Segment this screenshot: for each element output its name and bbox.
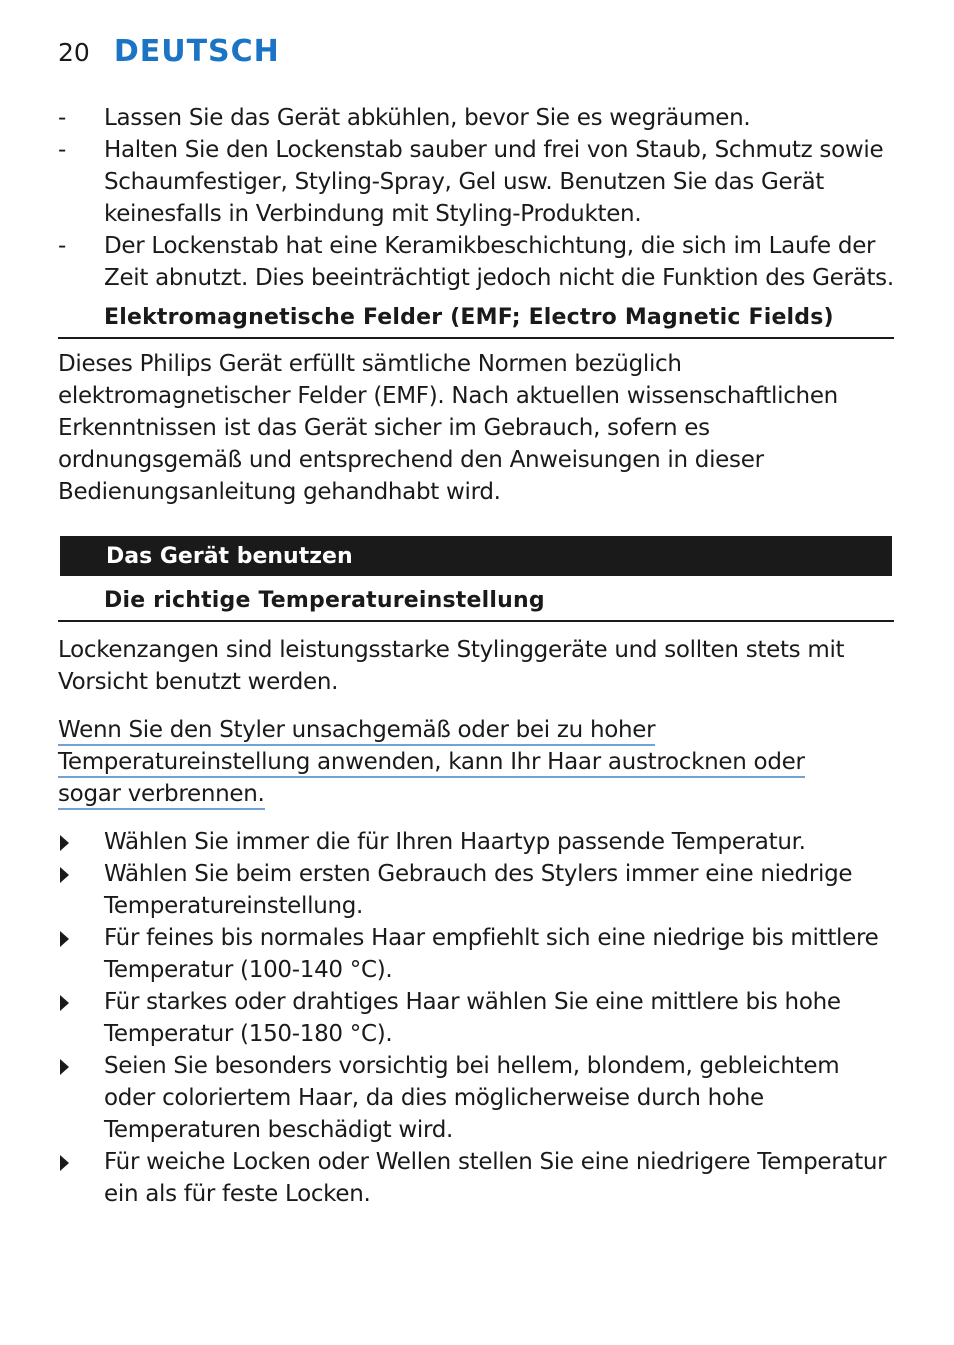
warning-line: sogar verbrennen. xyxy=(58,781,265,810)
dash-marker: - xyxy=(58,233,66,259)
list-item xyxy=(58,134,894,230)
list-item-text: Halten Sie den Lockenstab sauber und frei von Staub, Schmutz sowie Schaumfestiger, Styling-Spray, Gel usw. Benutzen Sie das Gerät keinesfalls in Verbindung mit Styling-Produkten. xyxy=(104,137,884,227)
page-content xyxy=(58,102,894,1210)
list-item xyxy=(58,858,894,922)
bullet-arrow-icon xyxy=(60,995,69,1011)
list-item-text: Für starkes oder drahtiges Haar wählen Sie eine mittlere bis hohe Temperatur (150-180 °C). xyxy=(104,989,841,1047)
dash-marker: - xyxy=(58,137,66,163)
intro-list xyxy=(58,102,894,294)
page-header xyxy=(58,34,280,69)
list-item-text: Für feines bis normales Haar empfiehlt sich eine niedrige bis mittlere Temperatur (100-140 °C). xyxy=(104,925,879,983)
section-title: DEUTSCH xyxy=(113,34,280,69)
usage-heading: Das Gerät benutzen xyxy=(60,536,892,576)
emf-heading: Elektromagnetische Felder (EMF; Electro Magnetic Fields) xyxy=(58,303,894,339)
bullet-arrow-icon xyxy=(60,835,69,851)
list-item-text: Wählen Sie beim ersten Gebrauch des Stylers immer eine niedrige Temperatureinstellung. xyxy=(104,861,853,919)
list-item xyxy=(58,922,894,986)
emf-paragraph: Dieses Philips Gerät erfüllt sämtliche Normen bezüglich elektromagnetischer Felder (EMF). Nach aktuellen wissenschaftlichen Erkenntnissen ist das Gerät sicher im Gebrauch, sofern es ordnungsgemäß und entsprechend den Anweisungen in dieser Bedienungsanleitung gehandhabt wird. xyxy=(58,351,838,505)
warning-paragraph xyxy=(58,714,894,810)
page-number: 20 xyxy=(58,38,90,67)
warning-line: Wenn Sie den Styler unsachgemäß oder bei zu hoher xyxy=(58,717,655,746)
list-item xyxy=(58,102,894,134)
temperature-intro: Lockenzangen sind leistungsstarke Stylinggeräte und sollten stets mit Vorsicht benutzt werden. xyxy=(58,637,845,695)
warning-line: Temperatureinstellung anwenden, kann Ihr Haar austrocknen oder xyxy=(58,749,805,778)
bullet-arrow-icon xyxy=(60,1059,69,1075)
list-item xyxy=(58,1146,894,1210)
list-item xyxy=(58,1050,894,1146)
temperature-heading: Die richtige Temperatureinstellung xyxy=(58,586,894,622)
list-item-text: Wählen Sie immer die für Ihren Haartyp passende Temperatur. xyxy=(104,829,806,855)
list-item xyxy=(58,986,894,1050)
bullet-arrow-icon xyxy=(60,931,69,947)
list-item-text: Seien Sie besonders vorsichtig bei hellem, blondem, gebleichtem oder coloriertem Haar, da dies möglicherweise durch hohe Temperaturen beschädigt wird. xyxy=(104,1053,840,1143)
temperature-bullets xyxy=(58,826,894,1210)
list-item-text: Lassen Sie das Gerät abkühlen, bevor Sie es wegräumen. xyxy=(104,105,751,131)
list-item xyxy=(58,826,894,858)
list-item xyxy=(58,230,894,294)
list-item-text: Für weiche Locken oder Wellen stellen Sie eine niedrigere Temperatur ein als für feste Locken. xyxy=(104,1149,887,1207)
bullet-arrow-icon xyxy=(60,867,69,883)
dash-marker: - xyxy=(58,105,66,131)
bullet-arrow-icon xyxy=(60,1155,69,1171)
list-item-text: Der Lockenstab hat eine Keramikbeschichtung, die sich im Laufe der Zeit abnutzt. Dies beeinträchtigt jedoch nicht die Funktion des Geräts. xyxy=(104,233,894,291)
